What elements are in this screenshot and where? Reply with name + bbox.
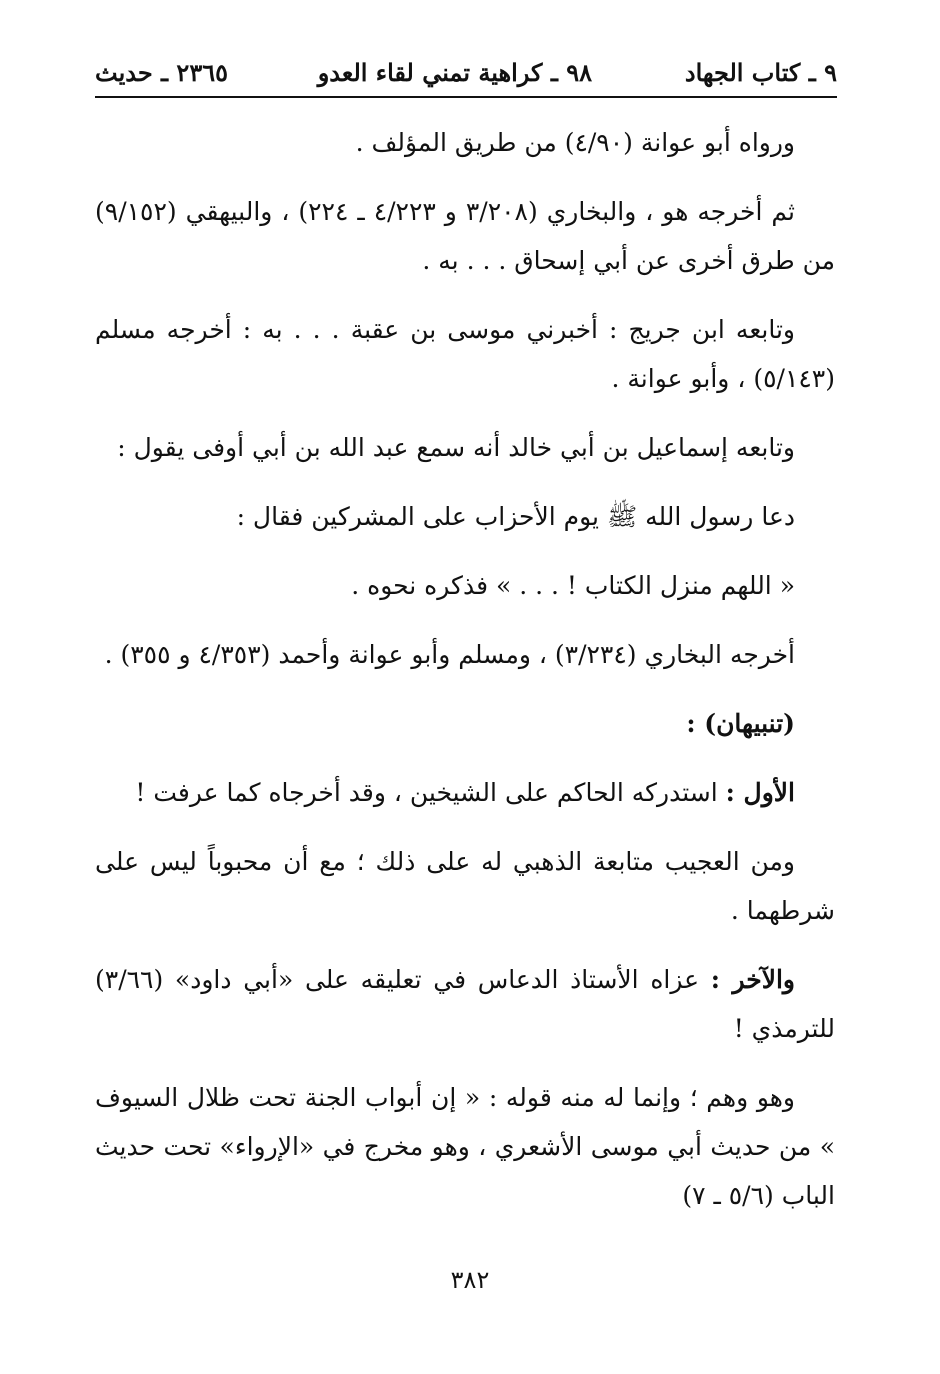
note-second-label: والآخر : <box>710 965 795 994</box>
header-book-chapter: ٩ ـ كتاب الجهاد <box>684 58 837 87</box>
paragraph-12: وهو وهم ؛ وإنما له منه قوله : « إن أبواب الجنة تحت ظلال السيوف » من حديث أبي موسى الأشعري ، وهو مخرج في «الإرواء» تحت حديث الباب (٥/٦ ـ ٧) <box>95 1083 835 1210</box>
paragraph-2: ثم أخرجه هو ، والبخاري (٣/٢٠٨ و ٤/٢٢٣ ـ ٢٢٤) ، والبيهقي (٩/١٥٢) من طرق أخرى عن أبي إسحاق . . . به . <box>95 197 835 275</box>
page-number: ٣٨٢ <box>450 1266 490 1294</box>
paragraph-1: ورواه أبو عوانة (٤/٩٠) من طريق المؤلف . <box>355 128 795 157</box>
note-first-label: الأول : <box>725 778 795 807</box>
paragraph-10: ومن العجيب متابعة الذهبي له على ذلك ؛ مع أن محبوباً ليس على شرطهما . <box>95 847 835 925</box>
header-divider <box>95 96 837 98</box>
paragraph-6: « اللهم منزل الكتاب ! . . . » فذكره نحوه . <box>351 571 795 600</box>
paragraph-5: دعا رسول الله ﷺ يوم الأحزاب على المشركين فقال : <box>236 502 795 531</box>
paragraph-4: وتابعه إسماعيل بن أبي خالد أنه سمع عبد الله بن أبي أوفى يقول : <box>117 433 795 462</box>
notes-heading <box>95 699 835 748</box>
running-header <box>95 58 837 94</box>
note-second: والآخر : عزاه الأستاذ الدعاس في تعليقه على «أبي داود» (٣/٦٦) للترمذي ! <box>95 965 835 1043</box>
header-section-title: ٩٨ ـ كراهية تمني لقاء العدو <box>317 58 592 87</box>
page-body <box>95 118 835 1240</box>
paragraph-7: أخرجه البخاري (٣/٢٣٤) ، ومسلم وأبو عوانة وأحمد (٤/٣٥٣ و ٣٥٥) . <box>104 640 795 669</box>
header-hadith-number: ٢٣٦٥ ـ حديث <box>95 58 228 87</box>
paragraph-3: وتابعه ابن جريج : أخبرني موسى بن عقبة . . . به : أخرجه مسلم (٥/١٤٣) ، وأبو عوانة . <box>95 315 835 393</box>
notes-heading-label: (تنبيهان) : <box>686 709 795 738</box>
note-first: الأول : استدركه الحاكم على الشيخين ، وقد أخرجاه كما عرفت ! <box>135 778 795 807</box>
